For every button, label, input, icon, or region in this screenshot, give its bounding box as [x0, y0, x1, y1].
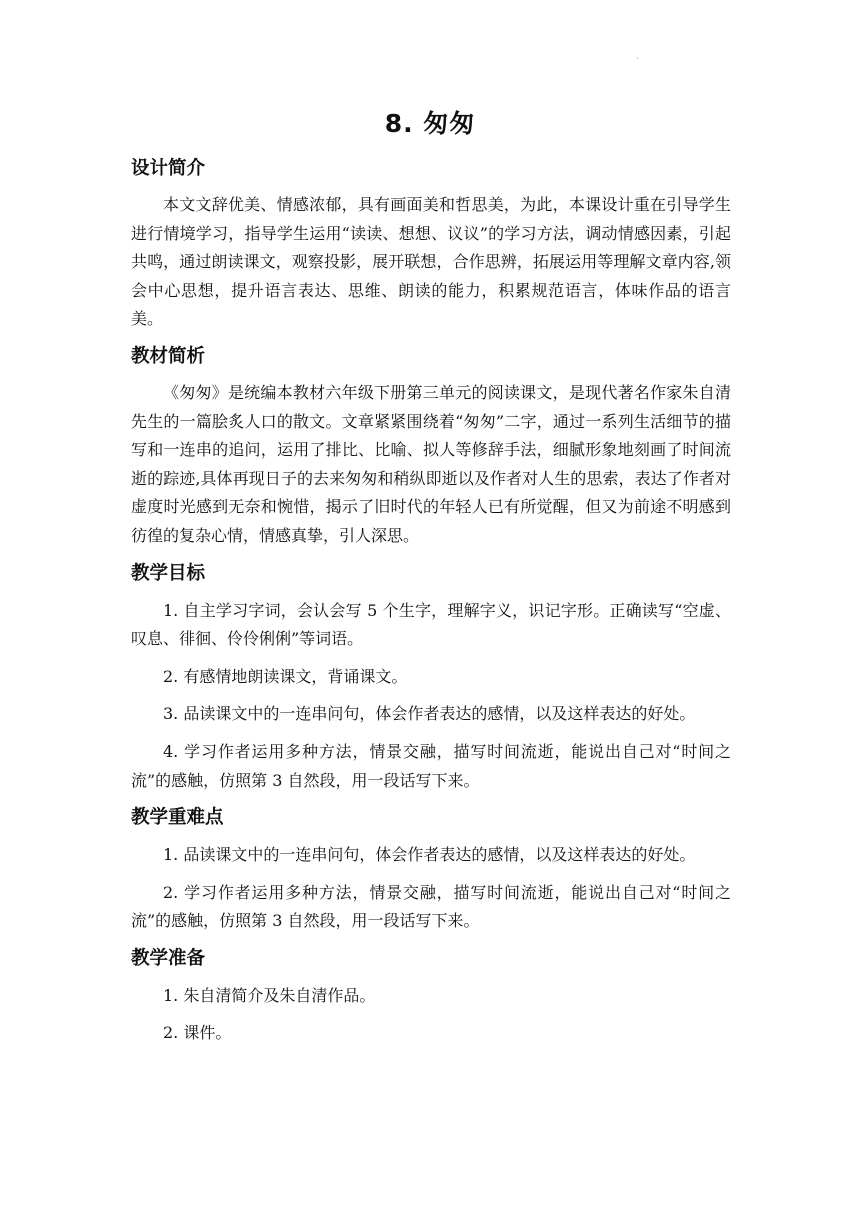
section-paragraph: 《匆匆》是统编本教材六年级下册第三单元的阅读课文，是现代著名作家朱自清先生的一篇脍炙人口的散文。文章紧紧围绕着“匆匆”二字，通过一系列生活细节的描写和一连串的追问，运用了排比、比喻、拟人等修辞手法，细腻形象地刻画了时间流逝的踪迹,具体再现日子的去来匆匆和稍纵即逝以及作者对人生的思索，表达了作者对虚度时光感到无奈和惋惜，揭示了旧时代的年轻人已有所觉醒，但又为前途不明感到彷徨的复杂心情，情感真挚，引人深思。 — [131, 382, 731, 545]
header-mark: · — [636, 54, 639, 63]
section-heading: 设计简介 — [131, 158, 206, 179]
preparation-list — [131, 982, 731, 1048]
list-item: 2. 学习作者运用多种方法，情景交融，描写时间流逝，能说出自己对“时间之流”的感触，仿照第 3 自然段，用一段话写下来。 — [131, 882, 731, 931]
section-paragraph: 本文文辞优美、情感浓郁，具有画面美和哲思美，为此，本课设计重在引导学生进行情境学习，指导学生运用“读读、想想、议议”的学习方法，调动情感因素，引起共鸣，通过朗读课文，观察投影，展开联想，合作思辨，拓展运用等理解文章内容,领会中心思想，提升语言表达、思维、朗读的能力，积累规范语言，体味作品的语言美。 — [131, 195, 731, 329]
document-body — [131, 150, 731, 1052]
section-key-difficulties — [131, 799, 731, 936]
section-heading: 教学准备 — [131, 947, 206, 969]
list-item: 3. 品读课文中的一连串问句，体会作者表达的感情，以及这样表达的好处。 — [163, 704, 696, 724]
section-heading: 教材简析 — [131, 345, 206, 367]
list-item: 2. 课件。 — [163, 1023, 232, 1043]
list-item: 4. 学习作者运用多种方法，情景交融，描写时间流逝，能说出自己对“时间之流”的感触，仿照第 3 自然段，用一段话写下来。 — [131, 741, 731, 790]
list-item: 1. 朱自清简介及朱自清作品。 — [163, 985, 376, 1005]
goal-list — [131, 597, 731, 796]
section-preparation — [131, 940, 731, 1048]
difficulty-list — [131, 841, 731, 936]
list-item: 1. 品读课文中的一连串问句，体会作者表达的感情，以及这样表达的好处。 — [163, 845, 696, 865]
section-design-intro — [131, 150, 731, 334]
section-teaching-goals — [131, 555, 731, 796]
list-item: 2. 有感情地朗读课文，背诵课文。 — [163, 666, 408, 686]
list-item: 1. 自主学习字词，会认会写 5 个生字，理解字义，识记字形。正确读写“空虚、叹息、徘徊、伶伶俐俐”等词语。 — [131, 600, 731, 649]
page-title: 8. 匆匆 — [384, 109, 476, 138]
section-textbook-analysis — [131, 338, 731, 551]
section-heading: 教学重难点 — [131, 807, 224, 829]
section-heading: 教学目标 — [131, 562, 206, 584]
